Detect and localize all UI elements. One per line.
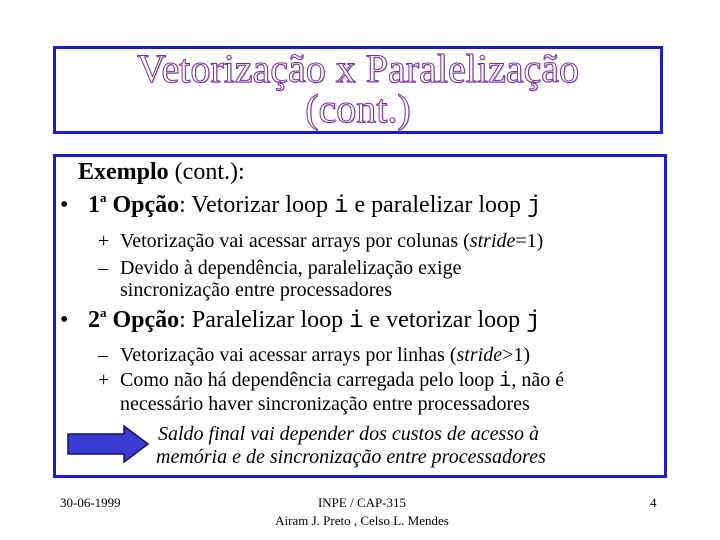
option1-sub-marker-1: + xyxy=(98,230,110,252)
option1-sub-item-1: Vetorização vai acessar arrays por colunas (stride=1) xyxy=(120,230,544,252)
option2-heading: 2$^a$ Opção: Paralelizar loop i e vetorizar loop j xyxy=(88,305,541,335)
example-heading: Exemplo (cont.): xyxy=(78,159,245,185)
option2-bullet: • xyxy=(60,307,69,333)
footer-date: 30-06-1999 xyxy=(60,495,121,510)
option2-sub-item-1: Vetorização vai acessar arrays por linhas (stride>1) xyxy=(120,344,531,366)
conclusion-line1: Saldo final vai depender dos custos de acesso à xyxy=(158,423,540,445)
option2-sub-marker-1: – xyxy=(98,344,108,366)
option1-sub-item-2: Devido à dependência, paralelização exige xyxy=(120,257,462,279)
option1-sub-marker-2: – xyxy=(98,257,108,279)
slide-title-line1: Vetorização x Paralelização xyxy=(137,46,579,91)
option2-sub-item-3: necessário haver sincronização entre processadores xyxy=(120,393,530,415)
conclusion-line2: memória e de sincronização entre processadores xyxy=(156,446,546,468)
page-number: 4 xyxy=(650,495,657,510)
slide-title-line2: (cont.) xyxy=(305,86,411,131)
title-frame xyxy=(53,46,663,134)
footer-authors: Airam J. Preto , Celso L. Mendes xyxy=(275,513,449,528)
option2-sub-marker-2: + xyxy=(98,369,110,391)
right-arrow-icon xyxy=(66,425,150,463)
footer-course: INPE / CAP-315 xyxy=(317,495,407,510)
option2-sub-item-2: Como não há dependência carregada pelo loop i, não é xyxy=(120,369,565,393)
option1-sub-item-3: sincronização entre processadores xyxy=(120,279,393,301)
option1-heading: 1$^a$ Opção: Vetorizar loop i e paralelizar loop j xyxy=(88,190,542,220)
option1-bullet: • xyxy=(60,192,69,218)
